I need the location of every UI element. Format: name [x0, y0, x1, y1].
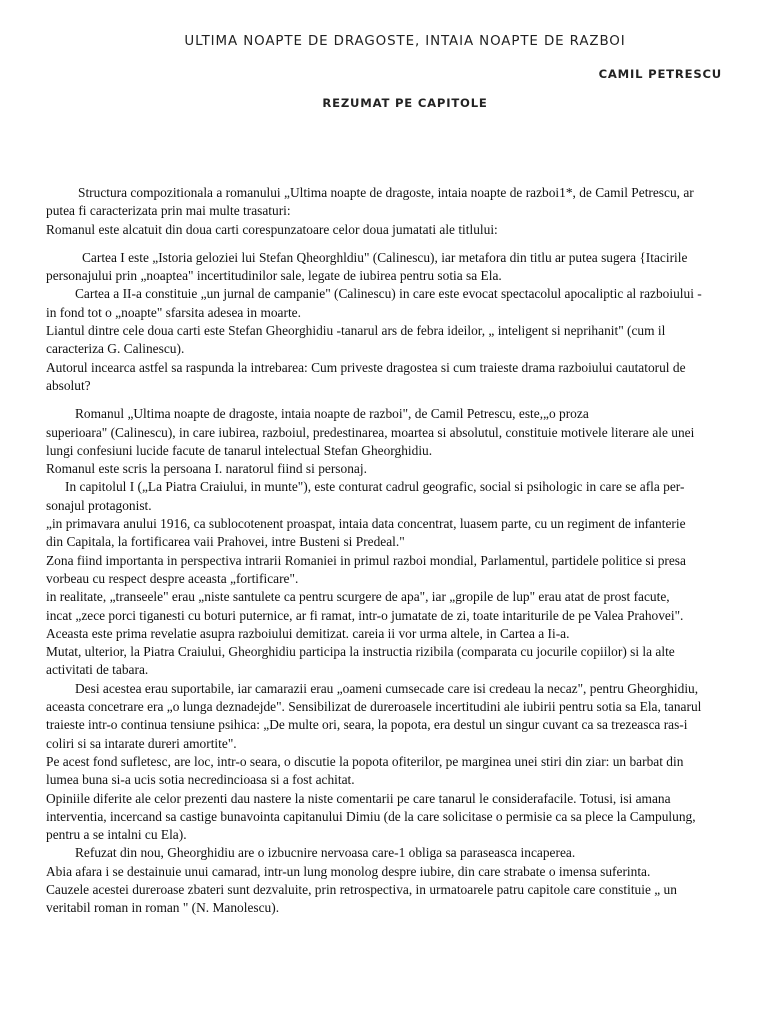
paragraph-structure: [46, 249, 726, 395]
text-line: caracteriza G. Calinescu).: [46, 341, 185, 357]
author-name: CAMIL PETRESCU: [598, 67, 722, 81]
text-line: Pe acest fond sufletesc, are loc, intr-o seara, o discutie la popota ofiterilor, pe marginea unei stiri din ziar: un barbat din: [46, 753, 684, 769]
text-line: „in primavara anului 1916, ca sublocotenent proaspat, intaia data concentrat, luasem parte, cu un regiment de infanterie: [46, 516, 686, 532]
text-line: Autorul incearca astfel sa raspunda la intrebarea: Cum priveste dragostea si cum traieste drama razboiului cautatorul de: [46, 359, 686, 375]
text-line: lungi confesiuni lucide facute de tanarul intelectual Stefan Gheorghidiu.: [46, 442, 433, 458]
text-line: in realitate, „transeele" erau „niste santulete ca pentru scurgere de apa", iar „gropile de lup" erau atat de prost facute,: [46, 589, 670, 605]
text-line: personajului prin „noaptea" incertitudinilor sale, legate de iubirea pentru sotia sa Ela.: [46, 268, 502, 284]
text-line: putea fi caracterizata prin mai multe trasaturi:: [46, 203, 291, 219]
text-line: coliri si sa intarate dureri amortite".: [46, 735, 237, 751]
paragraph-spacer: [46, 395, 726, 405]
text-line: sonajul protagonist.: [46, 497, 152, 513]
document-body: [46, 184, 726, 918]
text-line: traieste intr-o continua tensiune psihica: „De multe ori, seara, la popota, era destul un singur cuvant ca sa trezeasca ras-i: [46, 717, 688, 733]
text-line: Zona fiind importanta in perspectiva intrarii Romaniei in primul razboi mondial, Parlamentul, partidele politice si presa: [46, 552, 686, 568]
document-title: ULTIMA NOAPTE DE DRAGOSTE, INTAIA NOAPTE DE RAZBOI: [184, 34, 626, 49]
text-line: Romanul este scris la persoana I. naratorul fiind si personaj.: [46, 461, 367, 477]
text-line: interventia, incercand sa castige bunavointa capitanului Dimiu (de la care solicitase o permisie ca sa plece la Campulung,: [46, 808, 696, 824]
paragraph-intro: [46, 184, 726, 239]
text-line: Mutat, ulterior, la Piatra Craiului, Gheorghidiu participa la instructia rizibila (comparata cu jocurile copiilor) si la alte: [46, 644, 675, 660]
text-line: Cartea I este „Istoria geloziei lui Stefan Qheorghldiu" (Calinescu), iar metafora din titlu ar putea sugera {Itacirile: [82, 249, 688, 265]
text-line: din Capitala, la fortificarea vaii Prahovei, intre Busteni si Predeal.": [46, 534, 405, 550]
text-line: Refuzat din nou, Gheorghidiu are o izbucnire nervoasa care-1 obliga sa paraseasca incaperea.: [75, 845, 576, 861]
text-line: Romanul este alcatuit din doua carti corespunzatoare celor doua jumatati ale titlului:: [46, 221, 498, 237]
paragraph-summary: [46, 405, 726, 917]
text-line: Opiniile diferite ale celor prezenti dau nastere la niste comentarii pe care tanarul le considerafacile. Totusi, isi amana: [46, 790, 671, 806]
text-line: veritabil roman in roman " (N. Manolescu).: [46, 900, 280, 916]
text-line: Cauzele acestei dureroase zbateri sunt dezvaluite, prin retrospectiva, in urmatoarele patru capitole care constituie „ un: [46, 881, 677, 897]
text-line: Structura compozitionala a romanului „Ultima noapte de dragoste, intaia noapte de razboi1*, de Camil Petrescu, ar: [78, 185, 694, 200]
text-line: Abia afara i se destainuie unui camarad, intr-un lung monolog despre iubire, din care strabate o imensa suferinta.: [46, 863, 651, 879]
text-line: absolut?: [46, 377, 91, 393]
text-line: pentru a se intalni cu Ela).: [46, 827, 187, 843]
paragraph-spacer: [46, 239, 726, 249]
text-line: Romanul „Ultima noapte de dragoste, intaia noapte de razboi", de Camil Petrescu, este,„o proza: [75, 406, 589, 422]
text-line: Aceasta este prima revelatie asupra razboiului demitizat. careia ii vor urma altele, in Cartea a Ii-a.: [46, 625, 570, 641]
text-line: superioara" (Calinescu), in care iubirea, razboiul, predestinarea, moartea si absolutul, constituie motivele literare ale unei: [46, 424, 695, 440]
text-line: activitati de tabara.: [46, 662, 149, 678]
text-line: incat „zece porci tiganesti cu boturi puternice, ar fi ramat, intr-o jumatate de zi, toate intariturile de pe Valea Prahovei".: [46, 607, 684, 623]
text-line: vorbeau cu respect despre aceasta „fortificare".: [46, 570, 299, 586]
text-line: Cartea a II-a constituie „un jurnal de campanie" (Calinescu) in care este evocat spectacolul apocaliptic al razboiului -: [75, 286, 702, 302]
document-subtitle: REZUMAT PE CAPITOLE: [322, 96, 488, 110]
text-line: In capitolul I („La Piatra Craiului, in munte"), este conturat cadrul geografic, social si psihologic in care se afla per-: [65, 479, 685, 495]
text-line: Desi acestea erau suportabile, iar camarazii erau „oameni cumsecade care isi credeau la necaz", pentru Gheorghidiu,: [75, 680, 699, 696]
text-line: lumea buna si-a ucis sotia necredincioasa si a fost achitat.: [46, 772, 355, 788]
text-line: Liantul dintre cele doua carti este Stefan Gheorghidiu -tanarul ars de febra ideilor, „ inteligent si neprihanit" (cum il: [46, 323, 666, 339]
text-line: in fond tot o „noapte" sfarsita adesea in moarte.: [46, 304, 301, 320]
text-line: aceasta concetrare era „o lunga deznadejde". Sensibilizat de dureroasele incertitudini ale iubirii pentru sotia sa Ela, tanarul: [46, 699, 702, 715]
